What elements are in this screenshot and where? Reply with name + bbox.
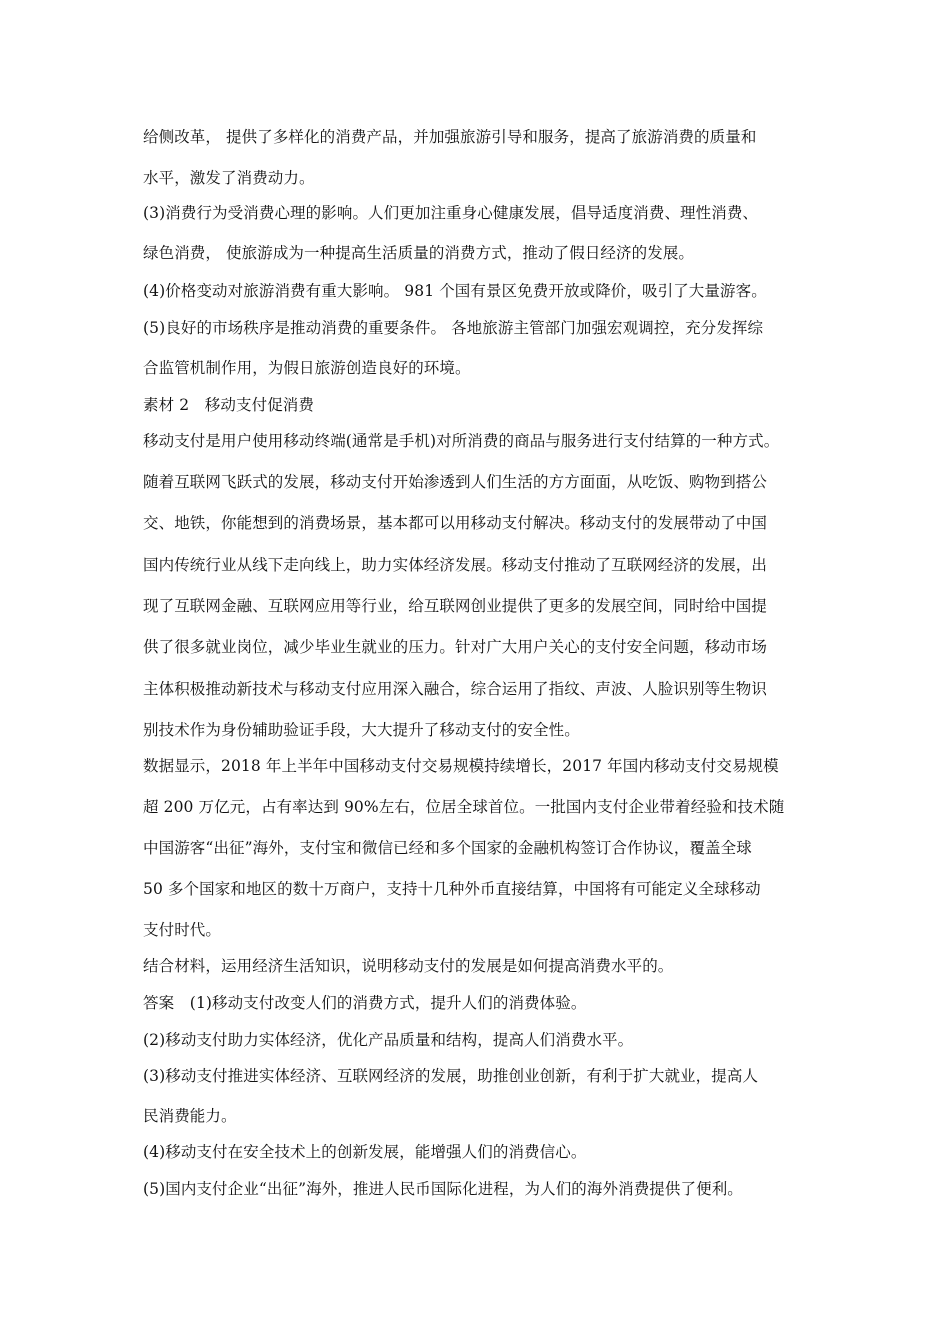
text-line: 水平，激发了消费动力。 (143, 169, 315, 187)
text-line: 现了互联网金融、互联网应用等行业，给互联网创业提供了更多的发展空间，同时给中国提 (143, 597, 768, 615)
text-line: 绿色消费， 使旅游成为一种提高生活质量的消费方式，推动了假日经济的发展。 (143, 244, 695, 262)
text-line: 中国游客“出征”海外，支付宝和微信已经和多个国家的金融机构签订合作协议，覆盖全球 (143, 839, 752, 857)
answer-line: (3)移动支付推进实体经济、互联网经济的发展，助推创业创新，有利于扩大就业，提高人 (143, 1067, 759, 1085)
text-line: 别技术作为身份辅助验证手段，大大提升了移动支付的安全性。 (143, 721, 580, 739)
answer-line: 答案 (1)移动支付改变人们的消费方式，提升人们的消费体验。 (143, 994, 587, 1012)
text-line: 支付时代。 (143, 921, 222, 939)
text-line: 数据显示，2018 年上半年中国移动支付交易规模持续增长，2017 年国内移动支付交易规模 (143, 757, 779, 775)
question-line: 结合材料，运用经济生活知识，说明移动支付的发展是如何提高消费水平的。 (143, 957, 674, 975)
text-line: 交、地铁，你能想到的消费场景，基本都可以用移动支付解决。移动支付的发展带动了中国 (143, 514, 768, 532)
answer-line: (4)移动支付在安全技术上的创新发展，能增强人们的消费信心。 (143, 1143, 587, 1161)
text-line: (5)良好的市场秩序是推动消费的重要条件。 各地旅游主管部门加强宏观调控，充分发挥综 (143, 319, 764, 337)
text-line: 给侧改革， 提供了多样化的消费产品，并加强旅游引导和服务，提高了旅游消费的质量和 (143, 128, 757, 146)
text-line: (3)消费行为受消费心理的影响。人们更加注重身心健康发展，倡导适度消费、理性消费、 (143, 204, 759, 222)
text-line: 合监管机制作用，为假日旅游创造良好的环境。 (143, 359, 471, 377)
answer-line: (2)移动支付助力实体经济，优化产品质量和结构，提高人们消费水平。 (143, 1031, 634, 1049)
text-line: 超 200 万亿元，占有率达到 90%左右，位居全球首位。一批国内支付企业带着经验和技术随 (143, 798, 785, 816)
text-line: (4)价格变动对旅游消费有重大影响。 981 个国有景区免费开放或降价，吸引了大量游客。 (143, 282, 767, 300)
answer-line: (5)国内支付企业“出征”海外，推进人民币国际化进程，为人们的海外消费提供了便利。 (143, 1180, 743, 1198)
text-line: 供了很多就业岗位，减少毕业生就业的压力。针对广大用户关心的支付安全问题，移动市场 (143, 638, 768, 656)
text-line: 国内传统行业从线下走向线上，助力实体经济发展。移动支付推动了互联网经济的发展，出 (143, 556, 768, 574)
section-heading: 素材 2 移动支付促消费 (143, 396, 314, 414)
answer-line: 民消费能力。 (143, 1107, 237, 1125)
text-line: 主体积极推动新技术与移动支付应用深入融合，综合运用了指纹、声波、人脸识别等生物识 (143, 680, 768, 698)
text-line: 移动支付是用户使用移动终端(通常是手机)对所消费的商品与服务进行支付结算的一种方式。 (143, 432, 780, 450)
text-line: 50 多个国家和地区的数十万商户，支持十几种外币直接结算，中国将有可能定义全球移动 (143, 880, 761, 898)
text-line: 随着互联网飞跃式的发展，移动支付开始渗透到人们生活的方方面面，从吃饭、购物到搭公 (143, 473, 768, 491)
